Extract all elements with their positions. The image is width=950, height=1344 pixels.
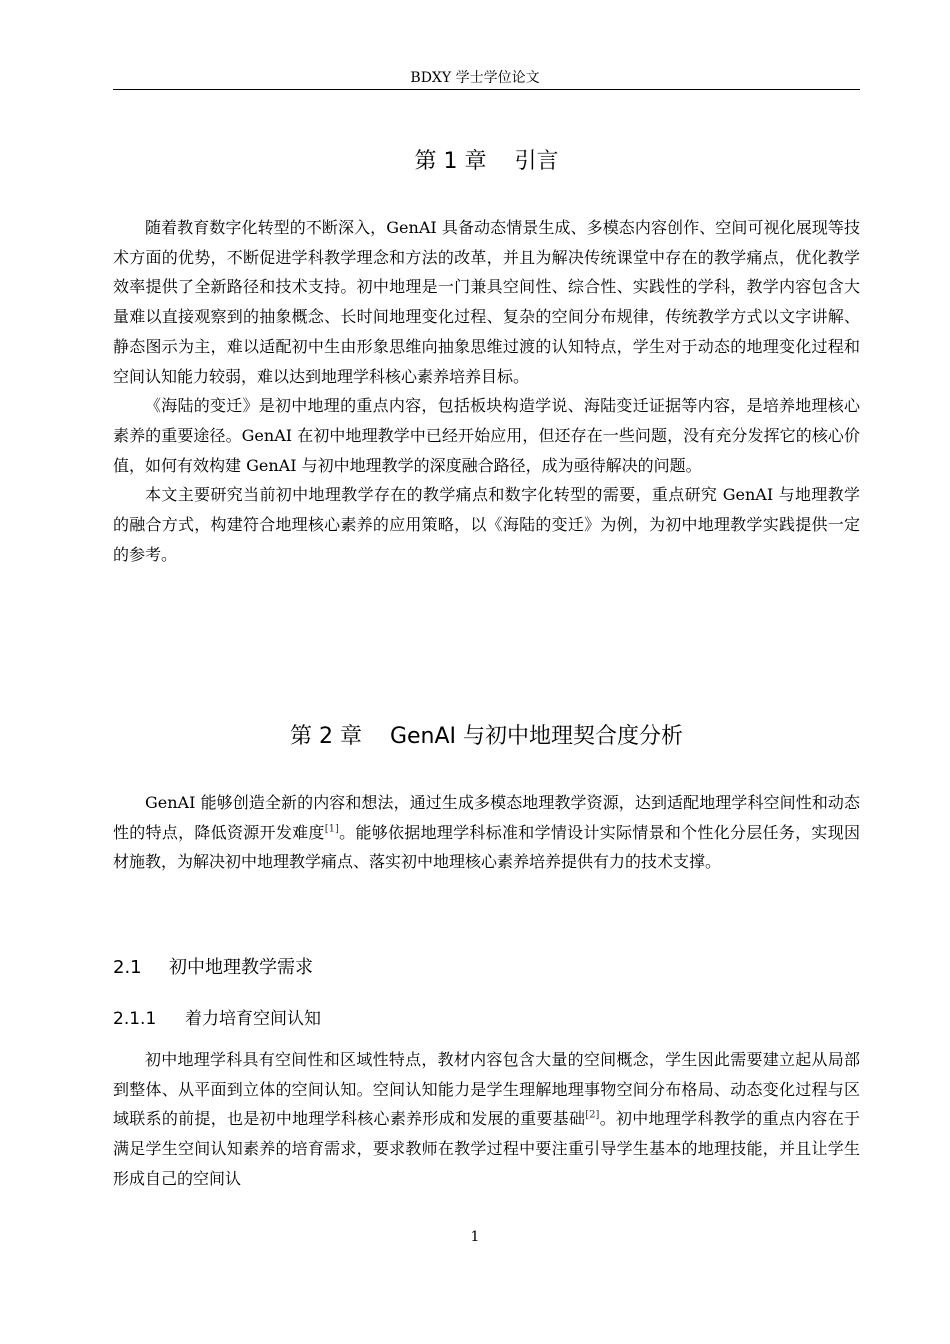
section-number: 2.1 — [113, 957, 142, 978]
subsection-body — [113, 1045, 860, 1194]
paragraph-text: 。能够依据地理学科标准和学情设计实际情景和个性化分层任务，实现因材施教，为解决初中地理教学痛点、落实初中地理核心素养培养提供有力的技术支撑。 — [113, 822, 860, 872]
subsection-number: 2.1.1 — [113, 1009, 157, 1029]
subsection-title: 着力培育空间认知 — [185, 1009, 321, 1029]
chapter-2-heading — [113, 722, 860, 752]
citation-ref: [1] — [324, 823, 339, 835]
section-2-1-heading — [113, 955, 860, 981]
body-paragraph: 随着教育数字化转型的不断深入，GenAI 具备动态情景生成、多模态内容创作、空间可视化展现等技术方面的优势，不断促进学科教学理念和方法的改革，并且为解决传统课堂中存在的教学痛点，优化教学效率提供了全新路径和技术支持。初中地理是一门兼具空间性、综合性、实践性的学科，教学内容包含大量难以直接观察到的抽象概念、长时间地理变化过程、复杂的空间分布规律，传统教学方式以文字讲解、静态图示为主，难以适配初中生由形象思维向抽象思维过渡的认知特点，学生对于动态的地理变化过程和空间认知能力较弱，难以达到地理学科核心素养培养目标。 — [113, 218, 860, 386]
paragraph-text: 初中地理学科具有空间性和区域性特点，教材内容包含大量的空间概念，学生因此需要建立起从局部到整体、从平面到立体的空间认知。空间认知能力是学生理解地理事物空间分布格局、动态变化过程与区域联系的前提，也是初中地理学科核心素养形成和发展的重要基础 — [113, 1050, 860, 1129]
chapter-1-heading — [113, 147, 860, 177]
chapter-1-body — [113, 213, 860, 569]
subsection-2-1-1-heading — [113, 1006, 860, 1032]
header-rule — [113, 89, 860, 90]
paragraph-text: 。初中地理学科教学的重点内容在于满足学生空间认知素养的培育需求，要求教师在教学过程中要注重引导学生基本的地理技能，并且让学生形成自己的空间认 — [113, 1109, 860, 1188]
body-paragraph — [113, 788, 860, 877]
chapter-2-number: 第 2 章 — [289, 724, 362, 749]
body-paragraph: 《海陆的变迁》是初中地理的重点内容，包括板块构造学说、海陆变迁证据等内容，是培养地理核心素养的重要途径。GenAI 在初中地理教学中已经开始应用，但还存在一些问题，没有充分发挥它的核心价值，如何有效构建 GenAI 与初中地理教学的深度融合路径，成为亟待解决的问题。 — [113, 396, 860, 475]
citation-ref: [2] — [585, 1110, 600, 1122]
body-paragraph: 本文主要研究当前初中地理教学存在的教学痛点和数字化转型的需要，重点研究 GenAI 与地理教学的融合方式，构建符合地理核心素养的应用策略，以《海陆的变迁》为例，为初中地理教学实践提供一定的参考。 — [113, 485, 860, 564]
page-number: 1 — [470, 1229, 480, 1245]
chapter-1-title: 引言 — [514, 149, 559, 174]
section-title: 初中地理教学需求 — [169, 957, 313, 978]
body-paragraph — [113, 1045, 860, 1194]
chapter-2-title: GenAI 与初中地理契合度分析 — [389, 724, 684, 749]
running-header: BDXY 学士学位论文 — [410, 70, 540, 86]
chapter-2-intro — [113, 788, 860, 877]
paragraph-text: GenAI 能够创造全新的内容和想法，通过生成多模态地理教学资源，达到适配地理学科空间性和动态性的特点，降低资源开发难度 — [113, 793, 860, 842]
chapter-1-number: 第 1 章 — [414, 149, 487, 174]
